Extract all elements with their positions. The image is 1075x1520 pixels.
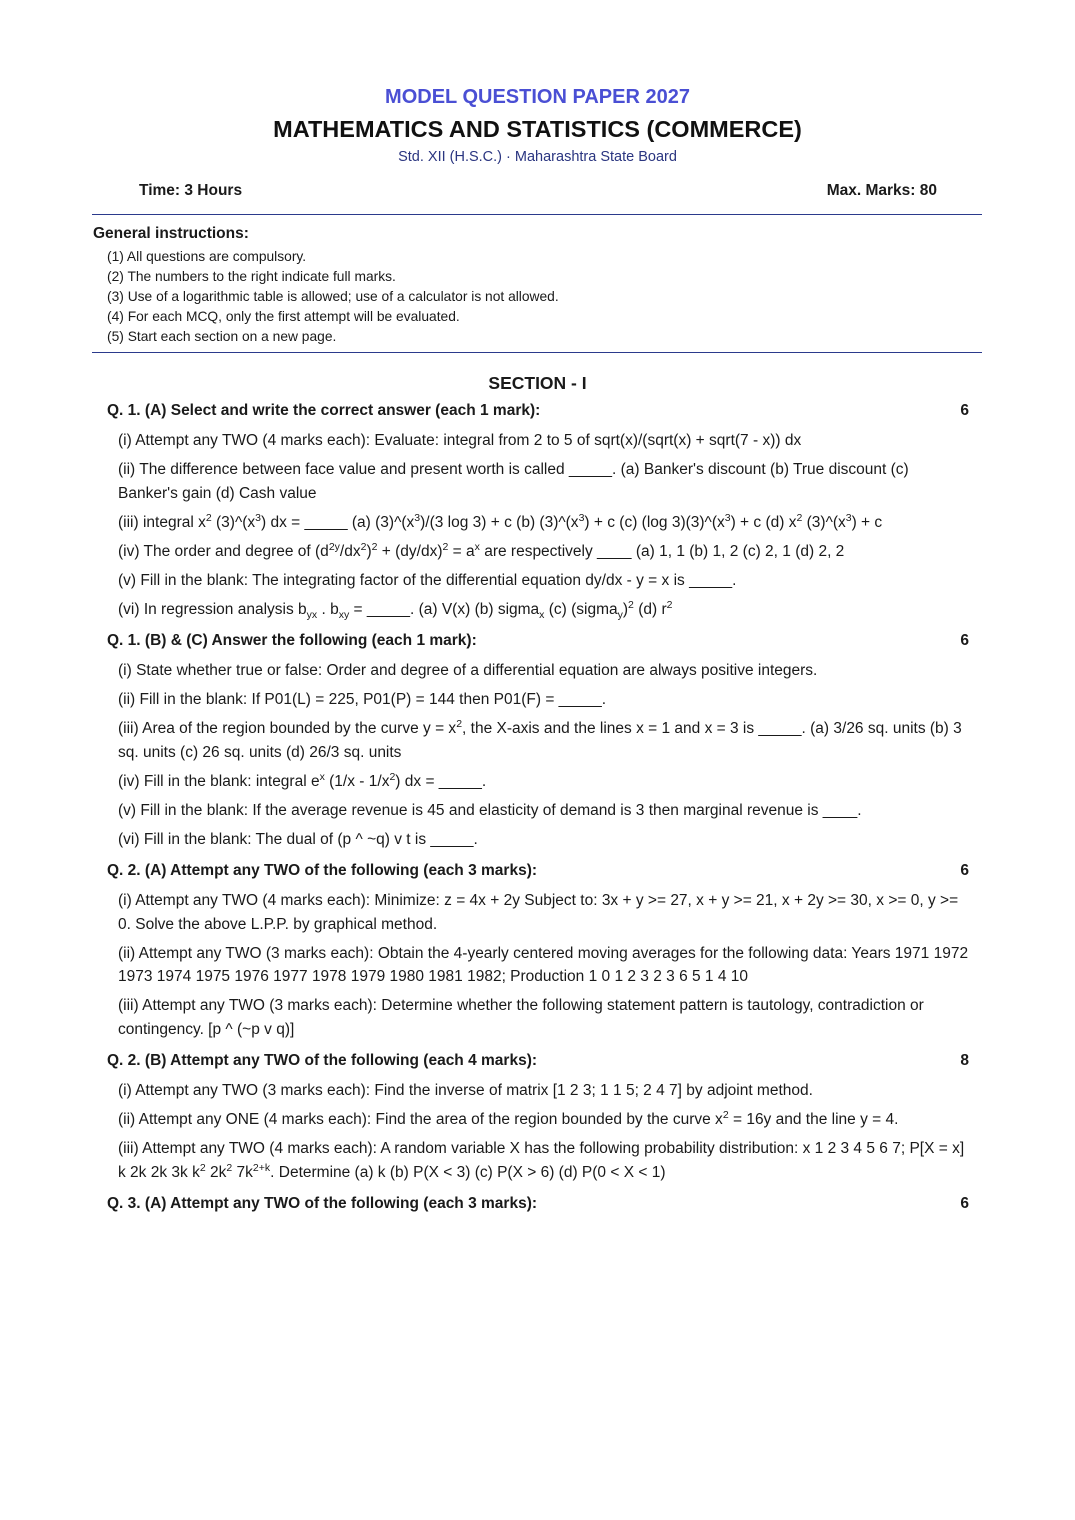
question-item: (ii) The difference between face value and present worth is called _____. (a) Banker's discount (b) True discount (c) Banker's gain (d) Cash value [118, 461, 909, 502]
question-item: (i) Attempt any TWO (3 marks each): Find the inverse of matrix [1 2 3; 1 1 5; 2 4 7] by adjoint method. [118, 1082, 813, 1099]
instruction-item: (1) All questions are compulsory. [107, 249, 307, 264]
instruction-item: (3) Use of a logarithmic table is allowed; use of a calculator is not allowed. [107, 289, 559, 304]
question-item: (v) Fill in the blank: The integrating factor of the differential equation dy/dx - y = x is _____. [118, 571, 737, 589]
question-item: (ii) Fill in the blank: If P01(L) = 225, P01(P) = 144 then P01(F) = _____. [118, 691, 607, 708]
question-heading [107, 1050, 969, 1072]
question-heading [107, 630, 969, 652]
question-marks: 6 [960, 862, 969, 879]
instruction-item: (5) Start each section on a new page. [107, 329, 337, 344]
question-item: (ii) Attempt any ONE (4 marks each): Find the area of the region bounded by the curve $x^2 = 16y$ and the line y = 4. [118, 1108, 899, 1128]
paper-header [0, 84, 1075, 167]
question-item: (iii) Attempt any TWO (3 marks each): Determine whether the following statement pattern is tautology, contradiction or contingency. [p ^ (~p v q)] [118, 997, 924, 1038]
question-heading [107, 400, 969, 422]
instruction-item: (4) For each MCQ, only the first attempt will be evaluated. [107, 309, 460, 324]
question-item: (iii) integral $x^2$ $(3)\^{}(x^3)$ dx = _____ (a) $(3)\^{}(x^3)/(3$ log 3) + c (b) $(3)\^{}(x^3) + c$ (c) (log $3)(3)\^{}(x^3) + c$ (d) $x^2$ $(3)\^{}(x^3) + c$ [118, 511, 883, 531]
question-item: (iii) Attempt any TWO (4 marks each): A random variable X has the following probability distribution: x 1 2 3 4 5 6 7; P[X = x] k 2k 2k 3k $k^2$ $2k^2$ $7k^{2+k}$. Determine (a) k (b) P(X < 3) (c) P(X > 6) (d) P(0 < X < 1) [118, 1140, 965, 1181]
paper-meta [139, 182, 937, 202]
paper-title: MATHEMATICS AND STATISTICS (COMMERCE) [273, 116, 802, 142]
divider-instructions [92, 352, 982, 353]
question-marks: 6 [960, 632, 969, 649]
max-marks-label: Max. Marks: 80 [826, 182, 937, 199]
section-heading: SECTION - I [488, 373, 587, 393]
divider-top [92, 214, 982, 215]
question-item: (iv) The order and degree of $(d^{2y}/dx^2)^2 + (dy/dx)^2 = a^x$ are respectively ____ (a) 1, 1 (b) 1, 2 (c) 2, 1 (d) 2, 2 [118, 540, 845, 560]
question-marks: 8 [960, 1052, 969, 1069]
question-label: Q. 3. (A) Attempt any TWO of the following (each 3 marks): [107, 1195, 538, 1212]
question-item: (iv) Fill in the blank: integral $e^x$ $(1/x - 1/x^2)$ dx = _____. [118, 770, 487, 790]
question-marks: 6 [960, 402, 969, 419]
question-item: (vi) In regression analysis $b_{yx}$ . $b_{xy}$ = _____. (a) V(x) (b) sigma$_x$ (c) (sigma$_y$)$^2$ (d) $r^2$ [118, 598, 673, 621]
question-label: Q. 2. (A) Attempt any TWO of the following (each 3 marks): [107, 862, 538, 879]
question-item: (vi) Fill in the blank: The dual of (p ^ ~q) v t is _____. [118, 830, 478, 848]
instructions-heading: General instructions: [93, 225, 249, 242]
question-list [107, 400, 969, 1222]
instruction-item: (2) The numbers to the right indicate full marks. [107, 269, 396, 284]
time-label: Time: 3 Hours [139, 182, 243, 199]
question-heading [107, 860, 969, 882]
question-item: (i) Attempt any TWO (4 marks each): Evaluate: integral from 2 to 5 of sqrt(x)/(sqrt(x) + sqrt(7 - x)) dx [118, 432, 802, 449]
question-heading [107, 1193, 969, 1215]
question-label: Q. 1. (A) Select and write the correct answer (each 1 mark): [107, 402, 541, 419]
paper-kicker: MODEL QUESTION PAPER 2027 [385, 86, 690, 108]
question-item: (i) Attempt any TWO (4 marks each): Minimize: z = 4x + 2y Subject to: 3x + y >= 27, x + y >= 21, x + 2y >= 30, x >= 0, y >= 0. Solve the above L.P.P. by graphical method. [118, 892, 959, 933]
question-label: Q. 1. (B) & (C) Answer the following (each 1 mark): [107, 632, 477, 649]
general-instructions [93, 224, 973, 347]
paper-subtitle: Std. XII (H.S.C.) · Maharashtra State Board [398, 149, 677, 165]
question-item: (i) State whether true or false: Order and degree of a differential equation are always positive integers. [118, 662, 818, 679]
question-marks: 6 [960, 1195, 969, 1212]
question-item: (iii) Area of the region bounded by the curve $y = x^2$, the X-axis and the lines x = 1 and x = 3 is _____. (a) 3/26 sq. units (b) 3 sq. units (c) 26 sq. units (d) 26/3 sq. units [118, 717, 962, 761]
question-label: Q. 2. (B) Attempt any TWO of the following (each 4 marks): [107, 1052, 538, 1069]
question-item: (v) Fill in the blank: If the average revenue is 45 and elasticity of demand is 3 then marginal revenue is ____. [118, 801, 862, 819]
question-item: (ii) Attempt any TWO (3 marks each): Obtain the 4-yearly centered moving averages for the following data: Years 1971 1972 1973 1974 1975 1976 1977 1978 1979 1980 1981 1982; Production 1 0 1 2 3 2 3 6 5 1 4 10 [118, 944, 969, 985]
